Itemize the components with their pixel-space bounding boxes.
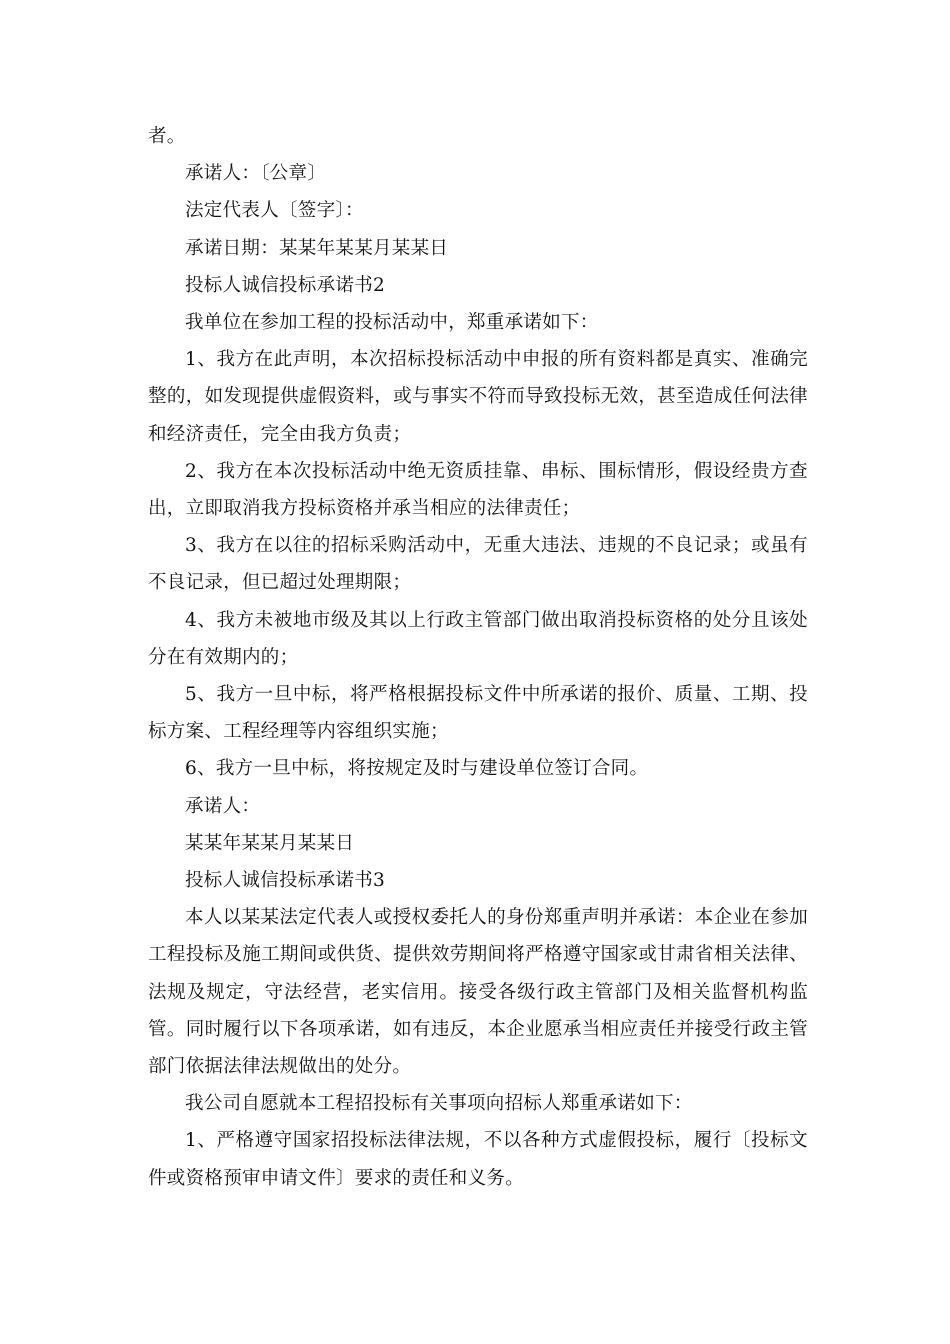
paragraph: 承诺日期：某某年某某月某某日 [185, 237, 449, 259]
paragraph: 者。 [148, 126, 186, 147]
paragraph: 本人以某某法定代表人或授权委托人的身份郑重声明并承诺：本企业在参加工程投标及施工期间或供货、提供效劳期间将严格遵守国家或甘肃省相关法律、法规及规定，守法经营，老实信用。接受各级行政主管部门及相关监督机构监管。同时履行以下各项承诺，如有违反，本企业愿承当相应责任并接受行政主管部门依据法律法规做出的处分。 [148, 907, 808, 1078]
paragraph: 承诺人：〔公章〕 [185, 163, 327, 185]
document-body [148, 118, 808, 1197]
section-heading: 投标人诚信投标承诺书2 [185, 274, 386, 296]
paragraph: 3、我方在以往的招标采购活动中，无重大违法、违规的不良记录；或虽有不良记录，但已超过处理期限； [148, 535, 808, 594]
paragraph: 1、严格遵守国家招投标法律法规，不以各种方式虚假投标，履行〔投标文件或资格预审申请文件〕要求的责任和义务。 [148, 1130, 808, 1189]
paragraph: 法定代表人〔签字〕： [185, 200, 364, 222]
paragraph: 我公司自愿就本工程招投标有关事项向招标人郑重承诺如下： [185, 1093, 693, 1115]
paragraph: 某某年某某月某某日 [185, 832, 355, 854]
paragraph: 承诺人： [185, 795, 261, 817]
paragraph: 6、我方一旦中标，将按规定及时与建设单位签订合同。 [185, 758, 649, 780]
paragraph: 我单位在参加工程的投标活动中，郑重承诺如下： [185, 312, 599, 334]
paragraph: 1、我方在此声明，本次招标投标活动中申报的所有资料都是真实、准确完整的，如发现提供虚假资料，或与事实不符而导致投标无效，甚至造成任何法律和经济责任，完全由我方负责； [148, 349, 808, 445]
paragraph: 4、我方未被地市级及其以上行政主管部门做出取消投标资格的处分且该处分在有效期内的； [148, 609, 808, 668]
paragraph: 5、我方一旦中标，将严格根据投标文件中所承诺的报价、质量、工期、投标方案、工程经理等内容组织实施； [148, 684, 808, 743]
paragraph: 2、我方在本次投标活动中绝无资质挂靠、串标、围标情形，假设经贵方查出，立即取消我方投标资格并承当相应的法律责任； [148, 460, 808, 520]
section-heading: 投标人诚信投标承诺书3 [185, 870, 386, 892]
